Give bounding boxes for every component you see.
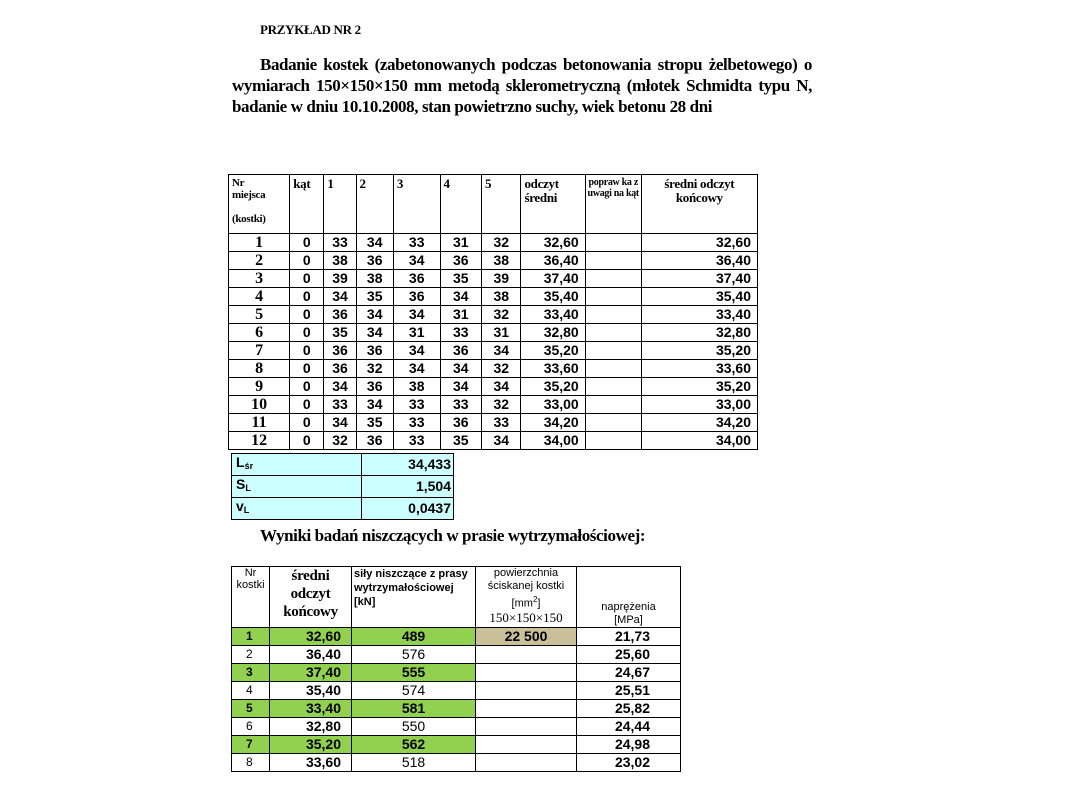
table-row: [232, 628, 681, 646]
stat-symbol: v: [236, 498, 244, 514]
header-pow-line1: powierzchnia ściskanej kostki: [487, 567, 565, 592]
table-row: [229, 288, 758, 306]
header-nr-miejsca: [229, 175, 290, 234]
cell-nr: 2: [232, 646, 270, 664]
table1-header-row: [229, 175, 758, 234]
cell-pow: [476, 736, 577, 754]
cell-reading-5: 34: [482, 432, 521, 450]
cell-reading-3: 33: [393, 432, 440, 450]
cell-reading-5: 38: [482, 288, 521, 306]
cell-reading-2: 34: [356, 324, 393, 342]
header-nr-line1: Nr: [232, 177, 245, 189]
header-nap-line1: naprężenia: [601, 601, 656, 613]
cell-reading-2: 34: [356, 306, 393, 324]
table-row: [229, 252, 758, 270]
stat-value: 1,504: [362, 476, 454, 498]
cell-nr: 7: [232, 736, 270, 754]
cell-sredni: 33,40: [270, 700, 352, 718]
cell-reading-1: 36: [324, 306, 356, 324]
cell-reading-1: 36: [324, 360, 356, 378]
cell-sila: 576: [352, 646, 476, 664]
table-row: [232, 754, 681, 772]
cell-reading-4: 36: [440, 342, 481, 360]
cell-sredni-koncowy: 35,20: [641, 378, 757, 396]
cell-kat: 0: [290, 378, 324, 396]
cell-sredni: 36,40: [270, 646, 352, 664]
cell-nr: 5: [232, 700, 270, 718]
cell-nap: 24,67: [577, 664, 681, 682]
header-nap-line2: [MPa]: [614, 614, 643, 626]
cell-nap: 25,60: [577, 646, 681, 664]
cell-kat: 0: [290, 360, 324, 378]
table-row: [229, 396, 758, 414]
header-sily-niszczace: siły niszczące z prasy wytrzymałościowej [kN]: [352, 567, 476, 628]
cell-sredni-koncowy: 33,40: [641, 306, 757, 324]
cell-pow: [476, 754, 577, 772]
cell-reading-2: 35: [356, 414, 393, 432]
header-reading-2: 2: [356, 175, 393, 234]
cell-nap: 23,02: [577, 754, 681, 772]
cell-reading-1: 38: [324, 252, 356, 270]
cell-odczyt-sredni: 33,40: [521, 306, 585, 324]
cell-poprawka: [585, 234, 641, 252]
cell-nap: 24,44: [577, 718, 681, 736]
cell-sila: 518: [352, 754, 476, 772]
header-reading-5: 5: [482, 175, 521, 234]
cell-reading-2: 36: [356, 342, 393, 360]
cell-poprawka: [585, 306, 641, 324]
stat-subscript: śr: [244, 461, 254, 471]
cell-sredni: 35,40: [270, 682, 352, 700]
cell-kat: 0: [290, 396, 324, 414]
header-sredni-odczyt-koncowy: średni odczyt końcowy: [641, 175, 757, 234]
cell-reading-5: 32: [482, 234, 521, 252]
cell-reading-1: 33: [324, 396, 356, 414]
cell-odczyt-sredni: 35,40: [521, 288, 585, 306]
cell-sredni: 32,60: [270, 628, 352, 646]
stat-row: [232, 476, 454, 498]
cell-sredni-koncowy: 32,80: [641, 324, 757, 342]
table-row: [232, 664, 681, 682]
header-pow-unit-line: [476, 593, 576, 611]
stat-value: 34,433: [362, 454, 454, 476]
cell-sila: 562: [352, 736, 476, 754]
cell-nap: 25,51: [577, 682, 681, 700]
cell-nr: 3: [229, 270, 290, 288]
cell-odczyt-sredni: 35,20: [521, 342, 585, 360]
cell-nr: 8: [232, 754, 270, 772]
destructive-test-results-table: [231, 566, 681, 772]
header-sredni-odczyt: średni odczyt końcowy: [270, 567, 352, 628]
cell-reading-4: 31: [440, 234, 481, 252]
cell-nr: 4: [232, 682, 270, 700]
cell-nr: 4: [229, 288, 290, 306]
cell-reading-2: 36: [356, 252, 393, 270]
cell-reading-5: 31: [482, 324, 521, 342]
cell-reading-4: 35: [440, 270, 481, 288]
cell-reading-1: 34: [324, 288, 356, 306]
cell-poprawka: [585, 270, 641, 288]
cell-reading-5: 32: [482, 306, 521, 324]
header-poprawka: popraw ka z uwagi na kąt: [585, 175, 641, 234]
cell-reading-1: 39: [324, 270, 356, 288]
table-row: [229, 360, 758, 378]
cell-sredni: 32,80: [270, 718, 352, 736]
cell-nr: 6: [229, 324, 290, 342]
cell-sredni-koncowy: 33,60: [641, 360, 757, 378]
page-title: PRZYKŁAD NR 2: [260, 22, 361, 37]
stat-row: [232, 454, 454, 476]
header-nr-kostki: Nr kostki: [232, 567, 270, 628]
cell-sila: 550: [352, 718, 476, 736]
cell-reading-3: 33: [393, 414, 440, 432]
cell-nr: 8: [229, 360, 290, 378]
table-row: [229, 306, 758, 324]
cell-nr: 1: [229, 234, 290, 252]
cell-reading-3: 33: [393, 396, 440, 414]
header-odczyt-sredni: odczyt średni: [521, 175, 585, 234]
header-pow-unit: [mm: [511, 597, 533, 610]
cell-sila: 489: [352, 628, 476, 646]
cell-pow: [476, 700, 577, 718]
cell-kat: 0: [290, 288, 324, 306]
cell-kat: 0: [290, 432, 324, 450]
cell-nap: 24,98: [577, 736, 681, 754]
cell-poprawka: [585, 252, 641, 270]
cell-pow: [476, 664, 577, 682]
table-row: [229, 270, 758, 288]
cell-reading-1: 34: [324, 414, 356, 432]
cell-nr: 9: [229, 378, 290, 396]
cell-reading-5: 34: [482, 378, 521, 396]
cell-kat: 0: [290, 252, 324, 270]
cell-sredni: 35,20: [270, 736, 352, 754]
header-nr-line3: (kostki): [232, 213, 266, 225]
cell-odczyt-sredni: 34,20: [521, 414, 585, 432]
cell-reading-4: 35: [440, 432, 481, 450]
cell-sila: 555: [352, 664, 476, 682]
cell-pow: 22 500: [476, 628, 577, 646]
cell-kat: 0: [290, 414, 324, 432]
cell-nr: 12: [229, 432, 290, 450]
cell-poprawka: [585, 342, 641, 360]
cell-poprawka: [585, 324, 641, 342]
cell-reading-2: 36: [356, 378, 393, 396]
cell-pow: [476, 646, 577, 664]
cell-odczyt-sredni: 34,00: [521, 432, 585, 450]
cell-nr: 1: [232, 628, 270, 646]
cell-reading-1: 32: [324, 432, 356, 450]
table2-header-row: [232, 567, 681, 628]
cell-sredni-koncowy: 34,00: [641, 432, 757, 450]
cell-sredni-koncowy: 35,40: [641, 288, 757, 306]
cell-reading-1: 34: [324, 378, 356, 396]
header-pow-unit-close: ]: [537, 597, 541, 610]
cell-reading-4: 31: [440, 306, 481, 324]
cell-reading-2: 32: [356, 360, 393, 378]
cell-sredni-koncowy: 33,00: [641, 396, 757, 414]
cell-reading-2: 38: [356, 270, 393, 288]
cell-reading-5: 39: [482, 270, 521, 288]
cell-reading-1: 33: [324, 234, 356, 252]
cell-pow: [476, 682, 577, 700]
cell-reading-2: 35: [356, 288, 393, 306]
table-row: [232, 718, 681, 736]
header-reading-3: 3: [393, 175, 440, 234]
cell-reading-3: 34: [393, 306, 440, 324]
cell-poprawka: [585, 360, 641, 378]
table-row: [229, 342, 758, 360]
cell-reading-4: 34: [440, 288, 481, 306]
cell-reading-5: 34: [482, 342, 521, 360]
cell-reading-3: 34: [393, 360, 440, 378]
cell-sredni-koncowy: 36,40: [641, 252, 757, 270]
cell-nr: 11: [229, 414, 290, 432]
cell-sredni-koncowy: 32,60: [641, 234, 757, 252]
cell-reading-4: 36: [440, 252, 481, 270]
cell-poprawka: [585, 414, 641, 432]
cell-reading-3: 38: [393, 378, 440, 396]
cell-reading-3: 36: [393, 270, 440, 288]
stat-value: 0,0437: [362, 498, 454, 520]
table-row: [232, 700, 681, 718]
table-row: [229, 378, 758, 396]
cell-reading-3: 36: [393, 288, 440, 306]
header-nr-line2: miejsca: [232, 189, 266, 201]
table-row: [229, 324, 758, 342]
cell-reading-5: 33: [482, 414, 521, 432]
test-description: Badanie kostek (zabetonowanych podczas betonowania stropu żelbetowego) o wymiarach 150×150×150 mm metodą sklerometryczną (młotek Schmidta typu N, badanie w dniu 10.10.2008, stan powietrzno suchy, wiek betonu 28 dni: [232, 55, 812, 116]
header-pow-dims: 150×150×150: [489, 609, 563, 625]
table-row: [232, 682, 681, 700]
cell-odczyt-sredni: 33,60: [521, 360, 585, 378]
results-heading: Wyniki badań niszczących w prasie wytrzymałościowej:: [260, 526, 646, 545]
table-row: [229, 432, 758, 450]
cell-sredni: 37,40: [270, 664, 352, 682]
cell-reading-3: 31: [393, 324, 440, 342]
stat-row: [232, 498, 454, 520]
cell-pow: [476, 718, 577, 736]
cell-kat: 0: [290, 234, 324, 252]
cell-reading-5: 32: [482, 360, 521, 378]
cell-reading-2: 34: [356, 396, 393, 414]
cell-odczyt-sredni: 36,40: [521, 252, 585, 270]
cell-odczyt-sredni: 35,20: [521, 378, 585, 396]
header-kat: kąt: [290, 175, 324, 234]
cell-sredni: 33,60: [270, 754, 352, 772]
cell-reading-3: 33: [393, 234, 440, 252]
table-row: [229, 234, 758, 252]
cell-kat: 0: [290, 306, 324, 324]
cell-nr: 3: [232, 664, 270, 682]
stat-symbol: L: [236, 454, 245, 470]
cell-reading-1: 36: [324, 342, 356, 360]
cell-reading-3: 34: [393, 252, 440, 270]
table-row: [232, 736, 681, 754]
cell-odczyt-sredni: 32,80: [521, 324, 585, 342]
cell-nr: 2: [229, 252, 290, 270]
cell-poprawka: [585, 432, 641, 450]
cell-reading-4: 36: [440, 414, 481, 432]
cell-nr: 6: [232, 718, 270, 736]
stat-subscript: L: [245, 483, 251, 493]
table-row: [229, 414, 758, 432]
header-reading-4: 4: [440, 175, 481, 234]
cell-poprawka: [585, 396, 641, 414]
stat-label: [232, 476, 362, 498]
cell-sredni-koncowy: 34,20: [641, 414, 757, 432]
cell-nr: 10: [229, 396, 290, 414]
cell-reading-4: 34: [440, 360, 481, 378]
cell-poprawka: [585, 288, 641, 306]
cell-poprawka: [585, 378, 641, 396]
cell-reading-5: 38: [482, 252, 521, 270]
header-pow-sup: 2: [532, 595, 538, 604]
cell-reading-4: 33: [440, 324, 481, 342]
cell-reading-2: 36: [356, 432, 393, 450]
cell-sila: 581: [352, 700, 476, 718]
header-reading-1: 1: [324, 175, 356, 234]
statistics-table: [231, 453, 454, 520]
cell-reading-2: 34: [356, 234, 393, 252]
stat-subscript: L: [243, 505, 250, 515]
cell-sredni-koncowy: 35,20: [641, 342, 757, 360]
cell-kat: 0: [290, 324, 324, 342]
cell-nap: 25,82: [577, 700, 681, 718]
table-row: [232, 646, 681, 664]
cell-odczyt-sredni: 33,00: [521, 396, 585, 414]
cell-reading-4: 34: [440, 378, 481, 396]
cell-kat: 0: [290, 270, 324, 288]
cell-sila: 574: [352, 682, 476, 700]
cell-reading-1: 35: [324, 324, 356, 342]
cell-reading-3: 34: [393, 342, 440, 360]
cell-nr: 5: [229, 306, 290, 324]
cell-odczyt-sredni: 37,40: [521, 270, 585, 288]
stat-symbol: S: [236, 476, 246, 492]
cell-reading-5: 32: [482, 396, 521, 414]
header-naprezenia: [577, 567, 681, 628]
cell-kat: 0: [290, 342, 324, 360]
stat-label: [232, 498, 362, 520]
cell-sredni-koncowy: 37,40: [641, 270, 757, 288]
cell-nr: 7: [229, 342, 290, 360]
header-powierzchnia: [476, 567, 577, 628]
stat-label: [232, 454, 362, 476]
cell-odczyt-sredni: 32,60: [521, 234, 585, 252]
cell-nap: 21,73: [577, 628, 681, 646]
sclerometric-readings-table: [228, 174, 758, 450]
cell-reading-4: 33: [440, 396, 481, 414]
